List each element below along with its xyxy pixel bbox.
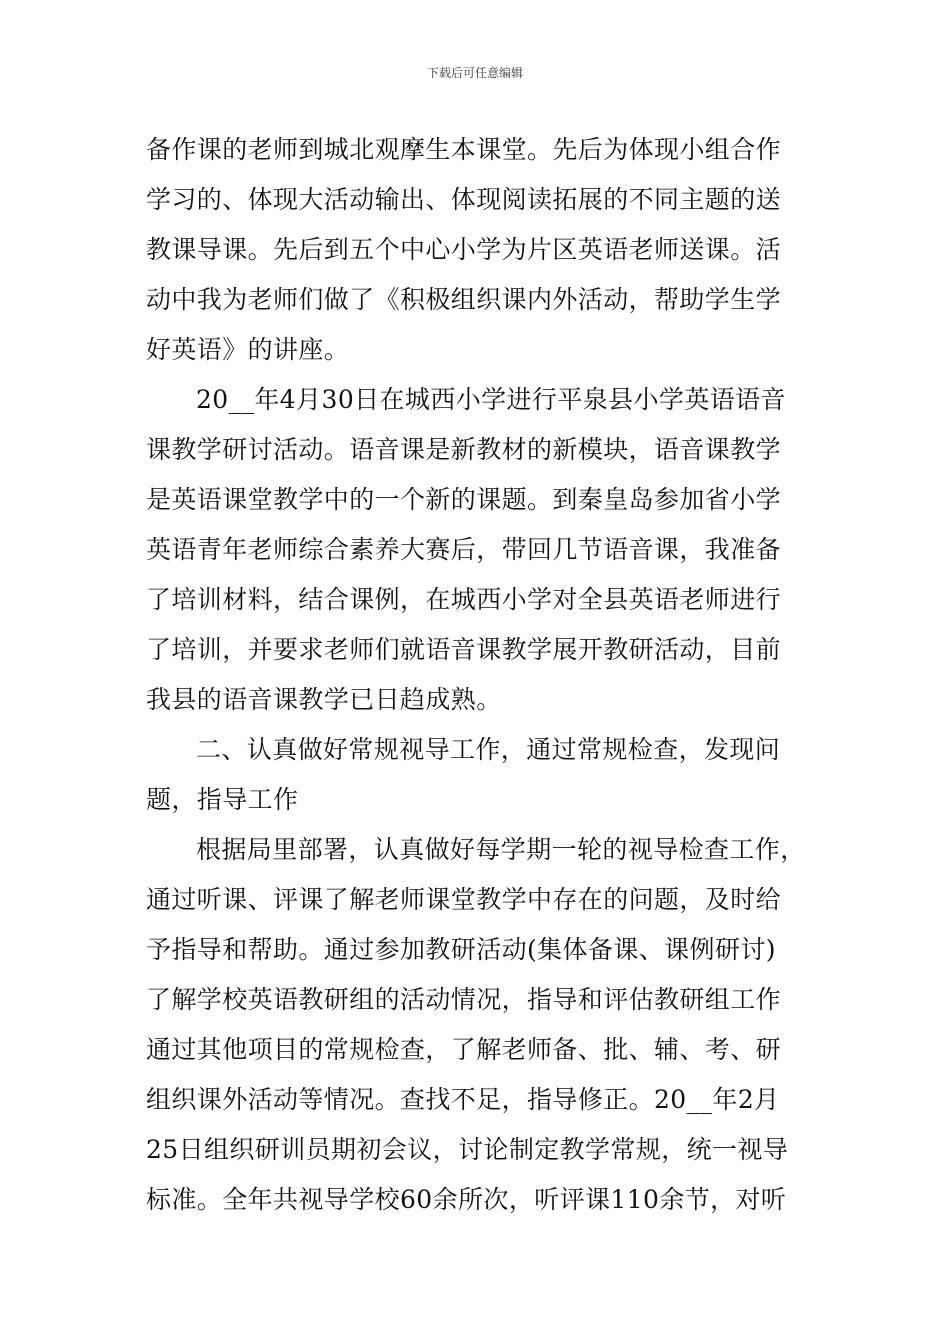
text-line: 我县的语音课教学已日趋成熟。 [146, 685, 502, 714]
document-body [146, 125, 812, 1225]
text-line: 教课导课。先后到五个中心小学为片区英语老师送课。活 [146, 235, 782, 264]
section-heading-line: 二、认真做好常规视导工作，通过常规检查，发现问 [196, 735, 781, 764]
paragraph-first-line: 根据局里部署，认真做好每学期一轮的视导检查工作， [196, 835, 806, 864]
text-line: 学习的、体现大活动输出、体现阅读拓展的不同主题的送 [146, 185, 782, 214]
page-header: 下载后可任意编辑 [426, 66, 523, 80]
text-line: 备作课的老师到城北观摩生本课堂。先后为体现小组合作 [146, 135, 782, 164]
text-line: 是英语课堂教学中的一个新的课题。到秦皇岛参加省小学 [146, 485, 782, 514]
text-line: 了解学校英语教研组的活动情况，指导和评估教研组工作 [146, 985, 782, 1014]
text-line: 英语青年老师综合素养大赛后，带回几节语音课，我准备 [146, 535, 782, 564]
text-line: 了培训，并要求老师们就语音课教学展开教研活动，目前 [146, 635, 782, 664]
text-line: 通过其他项目的常规检查，了解老师备、批、辅、考、研 [146, 1035, 782, 1064]
paragraph-first-line: 20__年4月30日在城西小学进行平泉县小学英语语音 [196, 385, 786, 414]
text-line: 25日组织研训员期初会议，讨论制定教学常规，统一视导 [146, 1135, 789, 1164]
text-line: 通过听课、评课了解老师课堂教学中存在的问题，及时给 [146, 885, 782, 914]
text-line: 动中我为老师们做了《积极组织课内外活动，帮助学生学 [146, 285, 782, 314]
text-line: 予指导和帮助。通过参加教研活动(集体备课、课例研讨) [146, 935, 776, 964]
text-line: 好英语》的讲座。 [146, 335, 350, 364]
text-line: 了培训材料，结合课例，在城西小学对全县英语老师进行 [146, 585, 782, 614]
section-heading-line: 题，指导工作 [146, 785, 299, 814]
text-line: 课教学研讨活动。语音课是新教材的新模块，语音课教学 [146, 435, 782, 464]
text-line: 组织课外活动等情况。查找不足，指导修正。20__年2月 [146, 1085, 780, 1114]
text-line: 标准。全年共视导学校60余所次，听评课110余节，对听 [146, 1185, 787, 1214]
